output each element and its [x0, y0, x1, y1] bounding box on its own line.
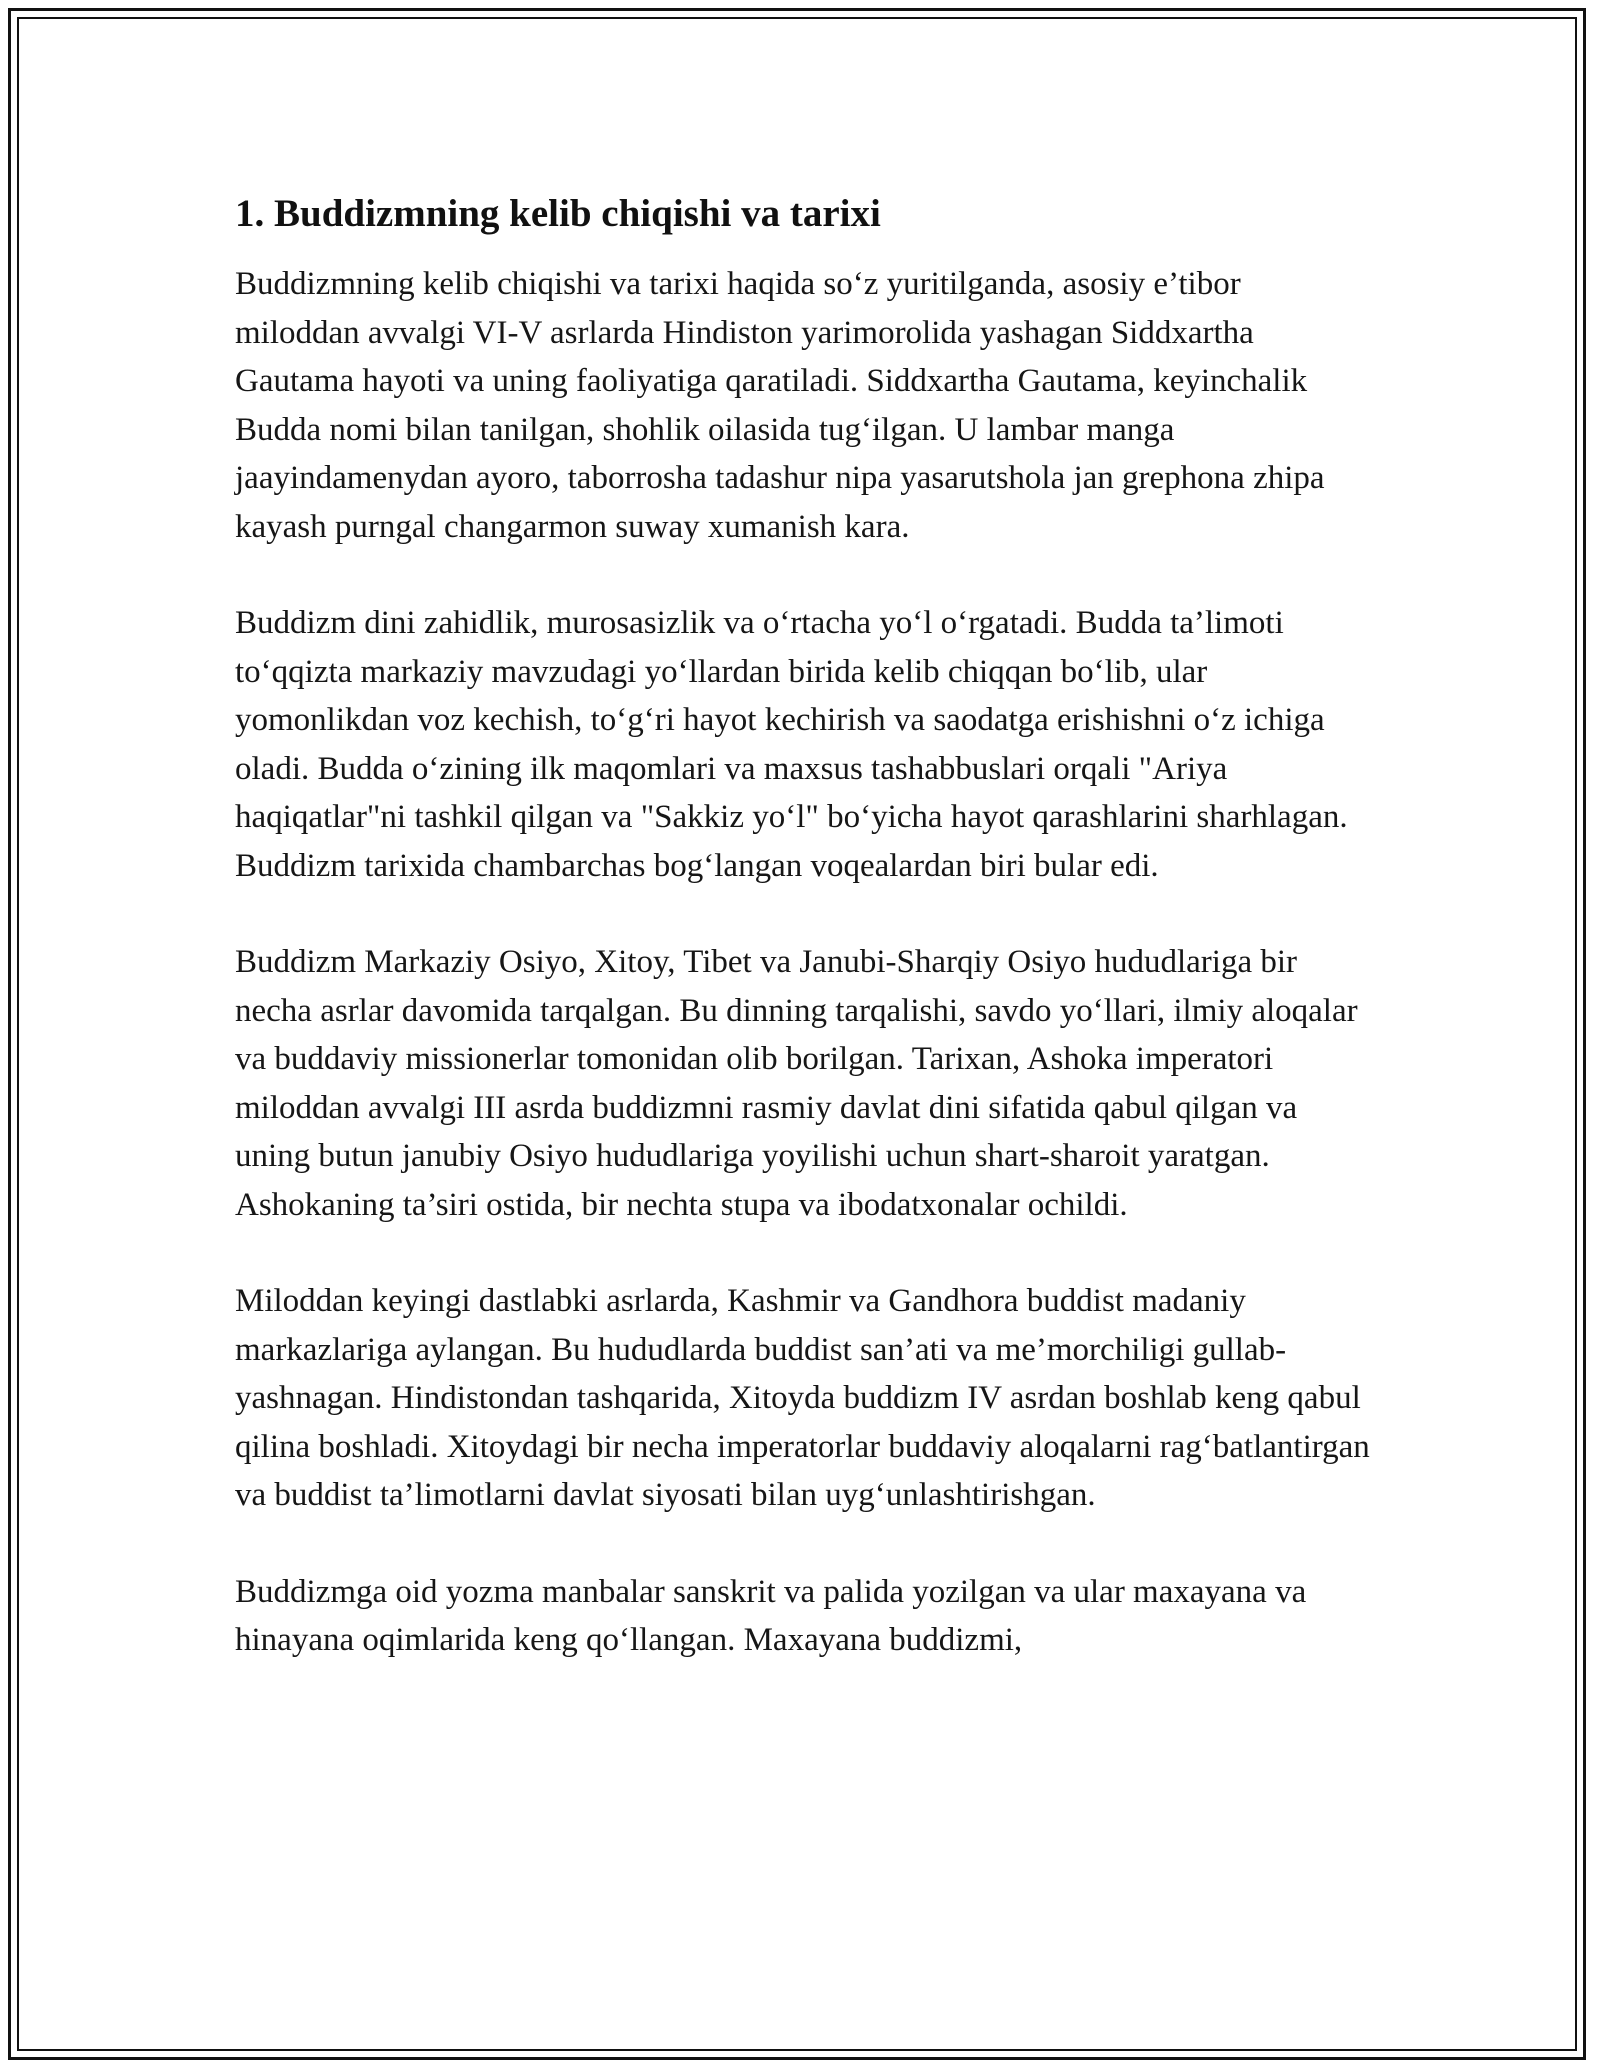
paragraph-spread: Buddizm Markaziy Osiyo, Xitoy, Tibet va Janubi-Sharqiy Osiyo hududlariga bir necha asrlar davomida tarqalgan. Bu dinning tarqalishi, savdo yo‘llari, ilmiy aloqalar va buddaviy missionerlar tomonidan olib borilgan. Tarixan, Ashoka imperatori miloddan avvalgi III asrda buddizmni rasmiy davlat dini sifatida qabul qilgan va uning butun janubiy Osiyo hududlariga yoyilishi uchun shart-sharoit yaratgan. Ashokaning ta’siri ostida, bir nechta stupa va ibodatxonalar ochildi. [235, 944, 1358, 1223]
paragraph-teachings: Buddizm dini zahidlik, murosasizlik va o‘rtacha yo‘l o‘rgatadi. Budda ta’limoti to‘qqizta markaziy mavzudagi yo‘llardan birida kelib chiqqan bo‘lib, ular yomonlikdan voz kechish, to‘g‘ri hayot kechirish va saodatga erishishni o‘z ichiga oladi. Budda o‘zining ilk maqomlari va maxsus tashabbuslari orqali "Ariya haqiqatlar"ni tashkil qilgan va "Sakkiz yo‘l" bo‘yicha hayot qarashlarini sharhlagan. Buddizm tarixida chambarchas bog‘langan voqealardan biri bular edi. [235, 605, 1348, 884]
paragraph-early-centuries: Miloddan keyingi dastlabki asrlarda, Kashmir va Gandhora buddist madaniy markazlariga aylangan. Bu hududlarda buddist san’ati va me’morchiligi gullab-yashnagan. Hindistondan tashqarida, Xitoyda buddizm IV asrdan boshlab keng qabul qilina boshladi. Xitoydagi bir necha imperatorlar buddaviy aloqalarni rag‘batlantirgan va buddist ta’limotlarni davlat siyosati bilan uyg‘unlashtirishgan. [235, 1283, 1370, 1513]
section-heading: 1. Buddizmning kelib chiqishi va tarixi [235, 192, 881, 235]
paragraph-origin: Buddizmning kelib chiqishi va tarixi haqida so‘z yuritilganda, asosiy e’tibor miloddan avvalgi VI-V asrlarda Hindiston yarimorolida yashagan Siddxartha Gautama hayoti va uning faoliyatiga qaratiladi. Siddxartha Gautama, keyinchalik Budda nomi bilan tanilgan, shohlik oilasida tug‘ilgan. U lambar manga jaayindamenydan ayoro, taborrosha tadashur nipa yasarutshola jan grephona zhipa kayash purngal changarmon suway xumanish kara. [235, 266, 1325, 545]
paragraph-written-sources: Buddizmga oid yozma manbalar sanskrit va palida yozilgan va ular maxayana va hinayana oqimlarida keng qo‘llangan. Maxayana buddizmi, [235, 1573, 1307, 1658]
document-body [235, 190, 1370, 1713]
